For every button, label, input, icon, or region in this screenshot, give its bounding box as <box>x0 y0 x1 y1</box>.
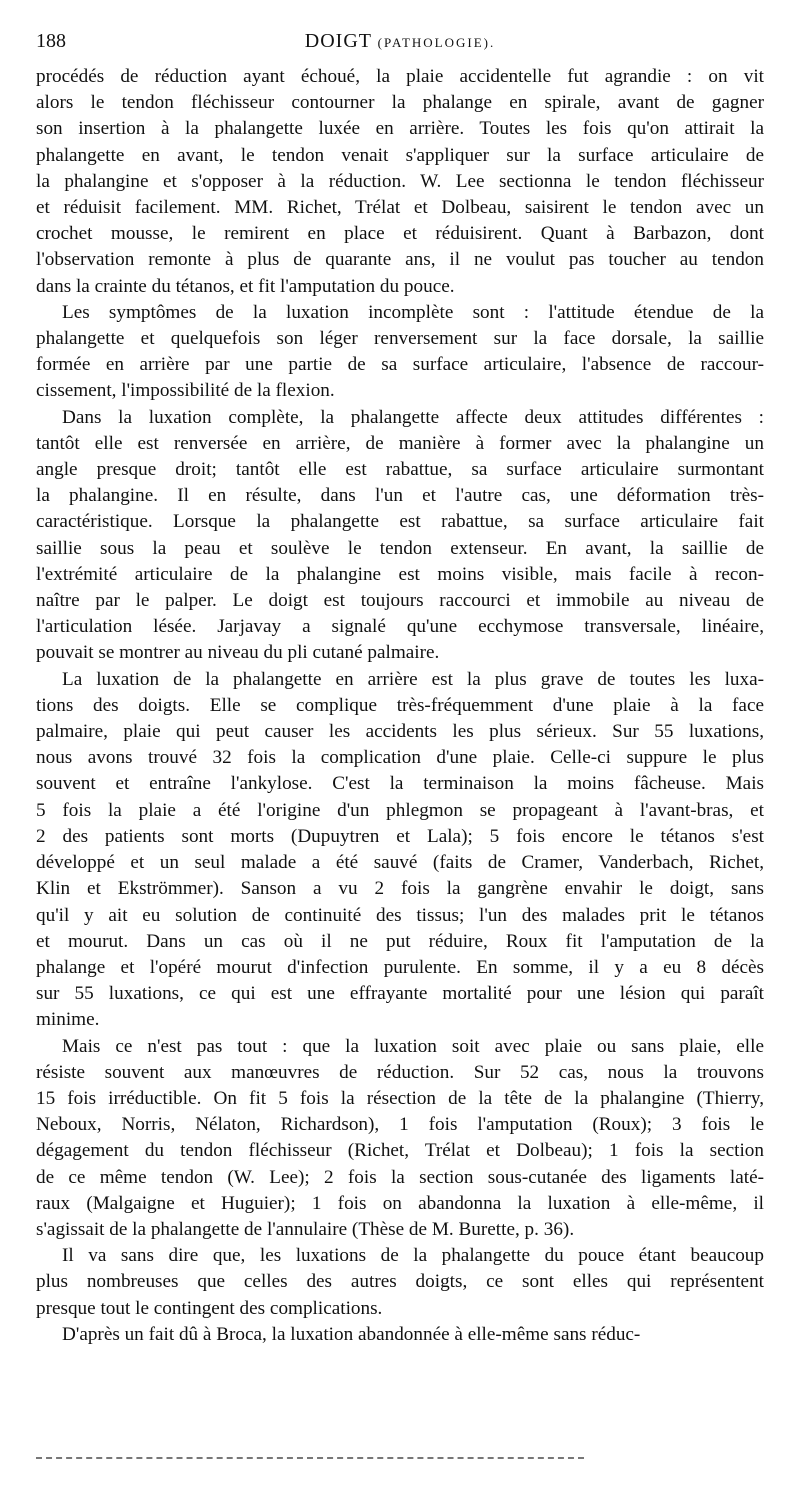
text-line: D'après un fait dû à Broca, la luxation abandonnée à elle-même sans réduc- <box>62 1323 641 1345</box>
text-line: 2 des patients sont morts (Dupuytren et Lala); 5 fois encore le tétanos s'est <box>36 825 764 847</box>
text-line: et réduisit facilement. MM. Richet, Trélat et Dolbeau, saisirent le tendon avec un <box>36 197 764 219</box>
footer-rule <box>36 1457 584 1459</box>
text-line: Mais ce n'est pas tout : que la luxation soit avec plaie ou sans plaie, elle <box>62 1035 764 1057</box>
text-line: de ce même tendon (W. Lee); 2 fois la section sous-cutanée des ligaments laté- <box>36 1166 764 1188</box>
text-line: phalangette en avant, le tendon venait s'appliquer sur la surface articulaire de <box>36 144 764 166</box>
text-line: la phalangine. Il en résulte, dans l'un et l'autre cas, une déformation très- <box>36 485 764 507</box>
text-line: développé et un seul malade a été sauvé (faits de Cramer, Vanderbach, Richet, <box>36 852 764 874</box>
text-line: formée en arrière par une partie de sa surface articulaire, l'absence de raccour- <box>36 354 764 376</box>
text-line: angle presque droit; tantôt elle est rabattue, sa surface articulaire surmontant <box>36 459 764 481</box>
text-line: qu'il y ait eu solution de continuité des tissus; l'un des malades prit le tétanos <box>36 904 764 926</box>
text-line: résiste souvent aux manœuvres de réduction. Sur 52 cas, nous la trouvons <box>36 1061 764 1083</box>
text-line: crochet mousse, le remirent en place et réduisirent. Quant à Barbazon, dont <box>36 223 764 245</box>
text-line: dégagement du tendon fléchisseur (Richet, Trélat et Dolbeau); 1 fois la section <box>36 1140 764 1162</box>
page-number: 188 <box>36 30 66 52</box>
text-line: dans la crainte du tétanos, et fit l'amputation du pouce. <box>36 275 455 297</box>
text-line: 15 fois irréductible. On fit 5 fois la résection de la tête de la phalangine (Thierry, <box>36 1087 764 1109</box>
text-line: presque tout le contingent des complications. <box>36 1297 383 1319</box>
text-line: phalangette et quelquefois son léger renversement sur la face dorsale, la saillie <box>36 328 764 350</box>
text-line: pouvait se montrer au niveau du pli cutané palmaire. <box>36 642 440 664</box>
text-line: minime. <box>36 1009 100 1031</box>
text-line: La luxation de la phalangette en arrière est la plus grave de toutes les luxa- <box>62 668 764 690</box>
text-line: Les symptômes de la luxation incomplète sont : l'attitude étendue de la <box>62 301 764 323</box>
text-line: plus nombreuses que celles des autres doigts, ce sont elles qui représentent <box>36 1271 764 1293</box>
text-line: sur 55 luxations, ce qui est une effrayante mortalité pour une lésion qui paraît <box>36 983 764 1005</box>
text-line: tions des doigts. Elle se complique très-fréquemment d'une plaie à la face <box>36 694 764 716</box>
text-line: raux (Malgaigne et Huguier); 1 fois on abandonna la luxation à elle-même, il <box>36 1192 764 1214</box>
text-line: alors le tendon fléchisseur contourner la phalange en spirale, avant de gagner <box>36 92 764 114</box>
body-text <box>36 64 764 1348</box>
text-line: naître par le palper. Le doigt est toujours raccourci et immobile au niveau de <box>36 590 764 612</box>
text-line: s'agissait de la phalangette de l'annulaire (Thèse de M. Burette, p. 36). <box>36 1218 575 1240</box>
text-line: 5 fois la plaie a été l'origine d'un phlegmon se propageant à l'avant-bras, et <box>36 799 764 821</box>
text-line: caractéristique. Lorsque la phalangette est rabattue, sa surface articulaire fait <box>36 511 764 533</box>
page-header <box>36 30 764 58</box>
text-line: son insertion à la phalangette luxée en arrière. Toutes les fois qu'on attirait la <box>36 118 764 140</box>
text-line: Il va sans dire que, les luxations de la phalangette du pouce étant beaucoup <box>62 1245 764 1267</box>
text-line: cissement, l'impossibilité de la flexion. <box>36 380 335 402</box>
text-line: souvent et entraîne l'ankylose. C'est la terminaison la moins fâcheuse. Mais <box>36 773 764 795</box>
text-line: l'articulation lésée. Jarjavay a signalé qu'une ecchymose transversale, linéaire, <box>36 616 764 638</box>
text-line: Klin et Ekströmmer). Sanson a vu 2 fois la gangrène envahir le doigt, sans <box>36 878 764 900</box>
text-line: l'extrémité articulaire de la phalangine est moins visible, mais facile à recon- <box>36 563 764 585</box>
text-line: procédés de réduction ayant échoué, la plaie accidentelle fut agrandie : on vit <box>36 66 764 87</box>
running-title-subject: (PATHOLOGIE). <box>377 35 496 50</box>
text-line: la phalangine et s'opposer à la réduction. W. Lee sectionna le tendon fléchisseur <box>36 170 764 192</box>
text-line: Neboux, Norris, Nélaton, Richardson), 1 fois l'amputation (Roux); 3 fois le <box>36 1114 764 1136</box>
text-line: phalange et l'opéré mourut d'infection purulente. En somme, il y a eu 8 décès <box>36 956 764 978</box>
text-line: tantôt elle est renversée en arrière, de manière à former avec la phalangine un <box>36 432 764 454</box>
text-line: l'observation remonte à plus de quarante ans, il ne voulut pas toucher au tendon <box>36 249 764 271</box>
running-title-main: DOIGT <box>304 30 372 52</box>
text-line: et mourut. Dans un cas où il ne put réduire, Roux fit l'amputation de la <box>36 930 764 952</box>
text-line: palmaire, plaie qui peut causer les accidents les plus sérieux. Sur 55 luxations, <box>36 721 764 743</box>
running-title <box>36 30 764 53</box>
text-line: Dans la luxation complète, la phalangette affecte deux attitudes différentes : <box>62 406 764 428</box>
text-line: saillie sous la peau et soulève le tendon extenseur. En avant, la saillie de <box>36 537 764 559</box>
text-line: nous avons trouvé 32 fois la complication d'une plaie. Celle-ci suppure le plus <box>36 747 764 769</box>
